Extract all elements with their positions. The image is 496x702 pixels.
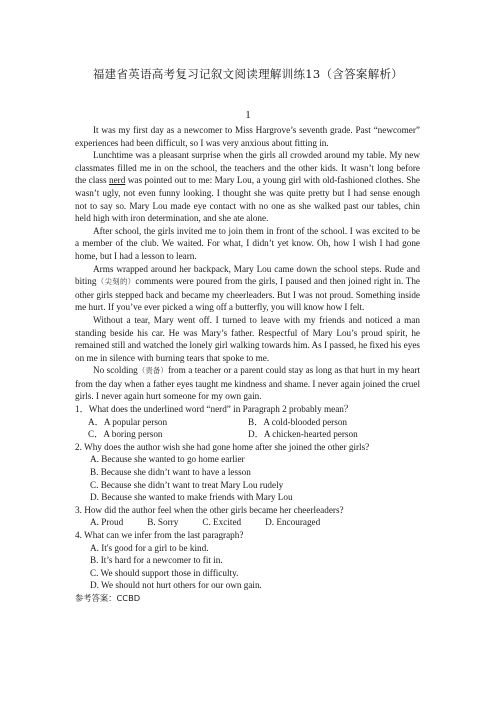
question-1-option-b[interactable]: B．A cold-blooded person — [248, 416, 348, 427]
section-number: 1 — [245, 109, 251, 121]
question-2-option-d[interactable]: D. Because she wanted to make friends with Mary Lou — [90, 492, 293, 503]
question-4-option-a[interactable]: A. It's good for a girl to be kind. — [90, 542, 209, 553]
question-3-option-c[interactable]: C. Excited — [202, 517, 242, 528]
paragraph-2-part-a: Lunchtime was a pleasant surprise when the girls all crowded around my table. My new classmates filled me in on the school, the teachers and the other kids. It wasn’t long before the class — [75, 150, 420, 186]
question-1-options-row-1 — [75, 416, 420, 429]
question-3-option-b[interactable]: B. Sorry — [147, 517, 179, 528]
gloss-scolding: （责备） — [137, 366, 168, 376]
answer-key: 参考答案：CCBD — [75, 592, 141, 603]
question-3-options — [75, 516, 420, 529]
paragraph-5: Without a tear, Mary went off. I turned to leave with my friends and noticed a man standing beside his car. He was Mary’s father. Respectful of Mary Lou’s proud spirit, he remained still and watched the lonely girl walking towards him. As I passed, he fixed his eyes on me in silence with burning tears that spoke to me. — [75, 314, 420, 363]
paragraph-3: After school, the girls invited me to join them in front of the school. I was excited to be a member of the club. We waited. For what, I didn’t yet know. Oh, how I wish I had gone home, but I had a lesson to learn. — [75, 225, 420, 261]
question-3-stem: 3. How did the author feel when the other girls became her cheerleaders? — [75, 504, 344, 515]
question-4 — [75, 529, 420, 592]
question-3-option-d[interactable]: D. Encouraged — [265, 517, 321, 528]
question-2-stem: 2. Why does the author wish she had gone home after she joined the other girls? — [75, 441, 370, 452]
document-title: 福建省英语高考复习记叙文阅读理解训练13（含答案解析） — [92, 67, 404, 81]
question-4-stem: 4. What can we infer from the last paragraph? — [75, 530, 244, 540]
question-1-stem: 1．What does the underlined word “nerd” in Paragraph 2 probably mean？ — [75, 404, 354, 415]
paragraph-6-part-b: from a teacher or a parent could stay as long as that hurt in my heart from the day when a father eyes taught me kindness and shame. I never again joined the cruel girls. I never again hurt someone for my own gain. — [75, 365, 420, 402]
gloss-biting: （尖刻的） — [96, 277, 136, 287]
question-1-option-c[interactable]: C．A boring person — [88, 429, 163, 440]
paragraph-2 — [75, 149, 420, 225]
paragraph-4-part-b: comments were poured from the girls, I paused and then joined right in. The other girls stepped back and became my cheerleaders. But I was not proud. Something inside me hurt. If you’ve ever picked a wing off a butterfly, you will know how I felt. — [75, 276, 420, 313]
paragraph-1: It was my first day as a newcomer to Miss Hargrove’s seventh grade. Past “newcomer” experiences had been difficult, so I was very anxious about fitting in. — [75, 125, 420, 148]
paragraph-4 — [75, 263, 420, 314]
question-3 — [75, 504, 420, 529]
question-1 — [75, 403, 420, 441]
question-1-option-a[interactable]: A．A popular person — [88, 416, 168, 427]
question-4-option-c[interactable]: C. We should support those in difficulty. — [90, 567, 239, 578]
question-1-options-row-2 — [75, 428, 420, 441]
question-2-option-c[interactable]: C. Because she didn’t want to treat Mary Lou rudely — [90, 479, 284, 490]
paragraph-6-part-a: No scolding — [93, 365, 138, 376]
question-4-option-b[interactable]: B. It’s hard for a newcomer to fit in. — [90, 555, 223, 566]
paragraph-4-part-a: Arms wrapped around her backpack, Mary Lou came down the school steps. Rude and biting — [75, 263, 420, 287]
question-1-option-d[interactable]: D．A chicken-hearted person — [248, 429, 358, 440]
paragraph-2-part-b: was pointed out to me: Mary Lou, a young girl with old-fashioned clothes. She wasn’t ugly, not even funny looking. I thought she was quite pretty but I had sense enough not to say so. Mary Lou made eye contact with no one as she walked past our tables, chin held high with iron determination, and she ate alone. — [75, 175, 420, 224]
underlined-word-nerd: nerd — [109, 175, 126, 186]
question-3-option-a[interactable]: A. Proud — [90, 517, 124, 528]
question-2 — [75, 441, 420, 504]
paragraph-6 — [75, 364, 420, 403]
reading-passage — [75, 124, 420, 605]
question-2-option-a[interactable]: A. Because she wanted to go home earlier — [90, 454, 245, 465]
question-4-option-d[interactable]: D. We should not hurt others for our own gain. — [90, 580, 262, 591]
question-2-option-b[interactable]: B. Because she didn’t want to have a lesson — [90, 467, 251, 478]
